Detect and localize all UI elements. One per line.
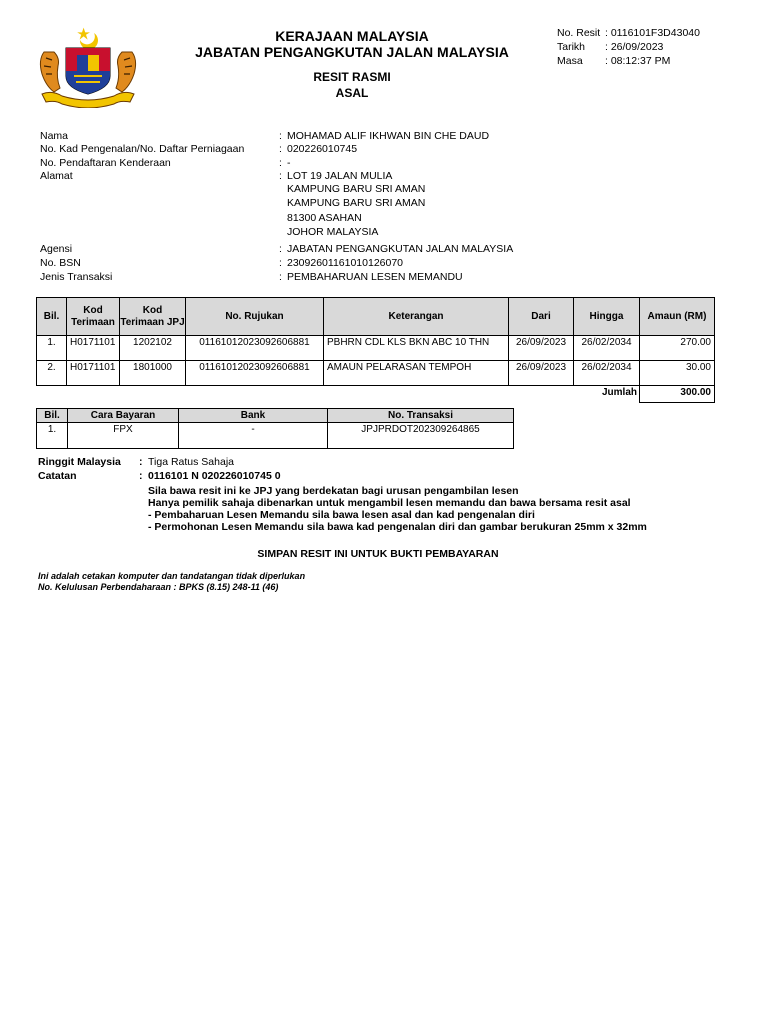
malaysia-coat-of-arms-icon	[36, 26, 140, 108]
value-ringgit: Tiga Ratus Sahaja	[148, 456, 234, 468]
label-kad-pengenalan: No. Kad Pengenalan/No. Daftar Perniagaan	[40, 143, 245, 155]
column-header: Dari	[509, 298, 574, 336]
table-cell: -	[179, 423, 328, 449]
label-bsn: No. BSN	[40, 257, 81, 269]
column-header: Cara Bayaran	[68, 409, 179, 423]
table-cell: 26/02/2034	[574, 361, 640, 386]
colon: :	[279, 170, 282, 182]
label-alamat: Alamat	[40, 170, 73, 182]
meta-receipt-no: No. Resit : 0116101F3D43040	[557, 27, 700, 39]
header-receipt-type: RESIT RASMI	[313, 70, 391, 84]
column-header: Kod Terimaan	[67, 298, 120, 336]
meta-date: Tarikh : 26/09/2023	[557, 41, 664, 53]
total-amount: 300.00	[640, 386, 715, 403]
value-pendaftaran-kenderaan: -	[287, 157, 291, 169]
column-header: Kod Terimaan JPJ	[120, 298, 186, 336]
meta-time: Masa : 08:12:37 PM	[557, 55, 671, 67]
value-alamat-line-2: KAMPUNG BARU SRI AMAN	[287, 183, 426, 195]
table-cell: H0171101	[67, 361, 120, 386]
column-header: Keterangan	[324, 298, 509, 336]
header-copy-type: ASAL	[335, 86, 369, 100]
column-header: No. Transaksi	[328, 409, 514, 423]
label-catatan: Catatan	[38, 470, 77, 482]
table-cell: H0171101	[67, 336, 120, 361]
keep-receipt-notice: SIMPAN RESIT INI UNTUK BUKTI PEMBAYARAN	[257, 548, 499, 560]
value-alamat-line-3: KAMPUNG BARU SRI AMAN	[287, 197, 426, 209]
table-row	[37, 361, 715, 386]
header-government: KERAJAAN MALAYSIA	[275, 28, 429, 44]
value-kad-pengenalan: 020226010745	[287, 143, 358, 155]
table-cell: 2.	[37, 361, 67, 386]
table-cell: FPX	[68, 423, 179, 449]
footer-line-1: Ini adalah cetakan komputer dan tandatangan tidak diperlukan	[38, 571, 306, 581]
table-cell: JPJPRDOT202309264865	[328, 423, 514, 449]
label-pendaftaran-kenderaan: No. Pendaftaran Kenderaan	[40, 157, 171, 169]
label-nama: Nama	[40, 130, 69, 142]
column-header: No. Rujukan	[186, 298, 324, 336]
colon: :	[279, 271, 282, 283]
note-line-4: - Permohonan Lesen Memandu sila bawa kad pengenalan diri dan gambar berukuran 25mm x 32mm	[148, 521, 647, 533]
label-ringgit: Ringgit Malaysia	[38, 456, 121, 468]
header-department: JABATAN PENGANGKUTAN JALAN MALAYSIA	[195, 44, 509, 60]
value-alamat-line-1: LOT 19 JALAN MULIA	[287, 170, 393, 182]
colon: :	[139, 470, 143, 482]
note-line-3: - Pembaharuan Lesen Memandu sila bawa lesen asal dan kad pengenalan diri	[148, 509, 535, 521]
table-cell: 26/09/2023	[509, 361, 574, 386]
value-alamat-line-5: JOHOR MALAYSIA	[287, 226, 379, 238]
table-cell: 01161012023092606881	[186, 336, 324, 361]
table-header-row	[37, 409, 514, 423]
note-line-2: Hanya pemilik sahaja dibenarkan untuk mengambil lesen memandu dan bawa bersama resit asal	[148, 497, 631, 509]
table-cell: 01161012023092606881	[186, 361, 324, 386]
label-jenis-transaksi: Jenis Transaksi	[40, 271, 113, 283]
table-cell: AMAUN PELARASAN TEMPOH	[324, 361, 509, 386]
table-row	[37, 423, 514, 449]
colon: :	[279, 243, 282, 255]
column-header: Hingga	[574, 298, 640, 336]
value-nama: MOHAMAD ALIF IKHWAN BIN CHE DAUD	[287, 130, 490, 142]
table-cell: 26/02/2034	[574, 336, 640, 361]
label-agensi: Agensi	[40, 243, 73, 255]
colon: :	[279, 157, 282, 169]
column-header: Bil.	[37, 298, 67, 336]
value-agensi: JABATAN PENGANGKUTAN JALAN MALAYSIA	[287, 243, 514, 255]
column-header: Amaun (RM)	[640, 298, 715, 336]
value-bsn: 23092601161010126070	[287, 257, 404, 269]
table-cell: 26/09/2023	[509, 336, 574, 361]
column-header: Bil.	[37, 409, 68, 423]
colon: :	[139, 456, 143, 468]
table-cell: 1.	[37, 423, 68, 449]
colon: :	[279, 143, 282, 155]
value-catatan-code: 0116101 N 020226010745 0	[148, 470, 281, 482]
total-label: Jumlah	[601, 387, 637, 398]
column-header: Bank	[179, 409, 328, 423]
total-row	[37, 386, 715, 403]
payment-table	[36, 408, 514, 449]
footer-line-2: No. Kelulusan Perbendaharaan : BPKS (8.15) 248-11 (46)	[38, 582, 279, 592]
note-line-1: Sila bawa resit ini ke JPJ yang berdekatan bagi urusan pengambilan lesen	[148, 485, 519, 497]
table-cell: 1801000	[120, 361, 186, 386]
table-cell: 30.00	[640, 361, 715, 386]
table-cell: 1202102	[120, 336, 186, 361]
transaction-table	[36, 297, 715, 403]
colon: :	[279, 130, 282, 142]
table-cell: 270.00	[640, 336, 715, 361]
value-jenis-transaksi: PEMBAHARUAN LESEN MEMANDU	[287, 271, 463, 283]
colon: :	[279, 257, 282, 269]
table-row	[37, 336, 715, 361]
table-cell: PBHRN CDL KLS BKN ABC 10 THN	[324, 336, 509, 361]
table-header-row	[37, 298, 715, 336]
table-cell: 1.	[37, 336, 67, 361]
value-alamat-line-4: 81300 ASAHAN	[287, 212, 362, 224]
